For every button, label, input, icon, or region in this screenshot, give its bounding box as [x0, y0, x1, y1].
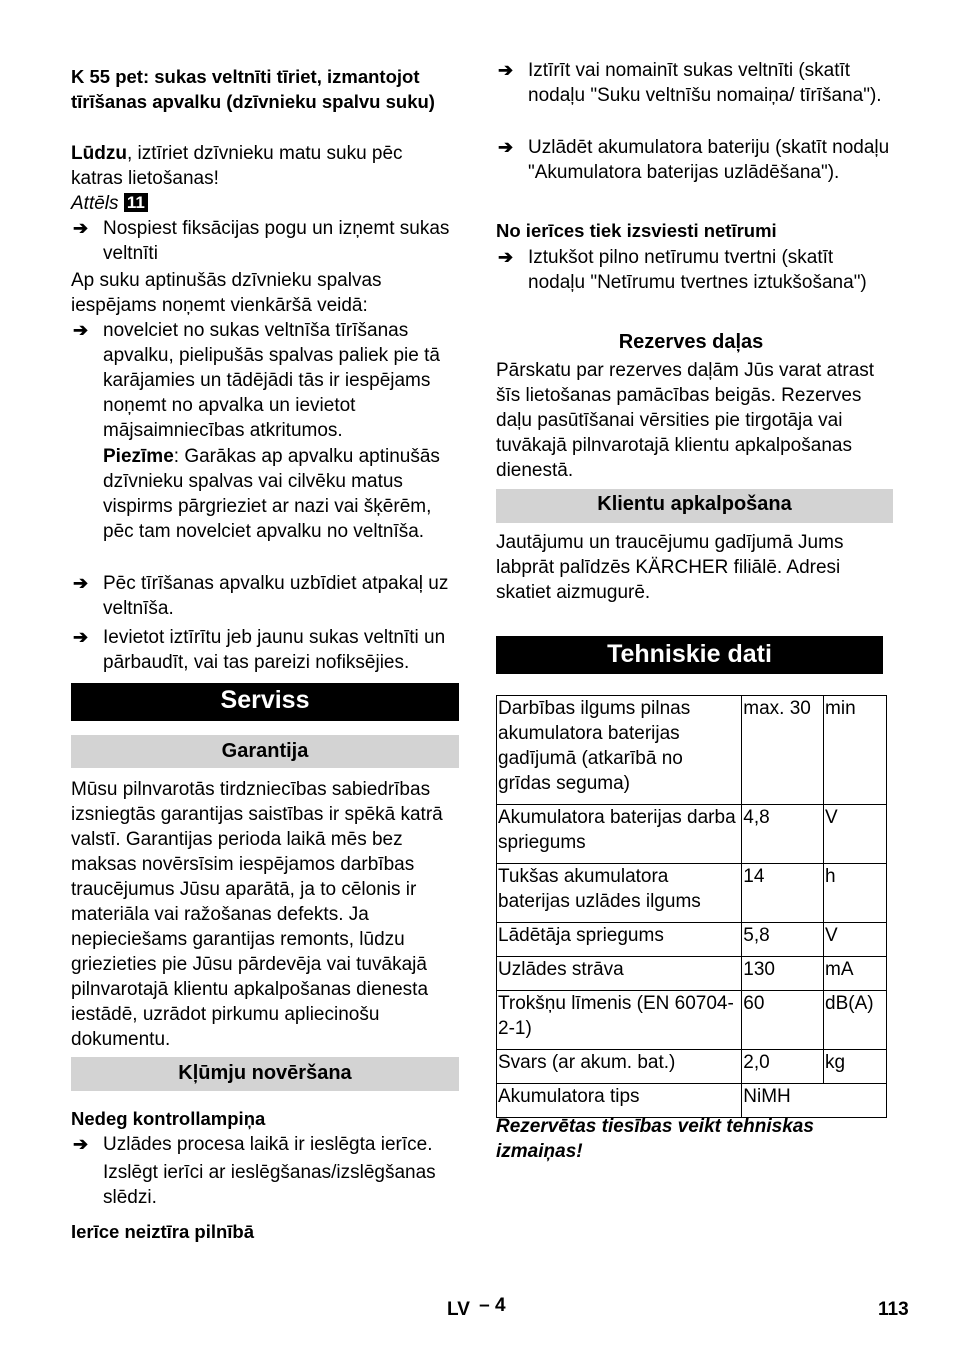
table-cell-unit: kg [824, 1050, 887, 1084]
table-row [497, 923, 887, 957]
table-cell-unit: h [824, 864, 887, 923]
table-cell-unit: mA [824, 957, 887, 991]
table-cell-value: 4,8 [742, 805, 824, 864]
table-row [497, 991, 887, 1050]
list-item-text: Iztīrīt vai nomainīt sukas veltnīti (skatīt nodaļu "Suku veltnīšu nomaiņa/ tīrīšana"). [528, 60, 882, 106]
paragraph-pet-hair: Ap suku aptinušās dzīvnieku spalvas iespējams noņemt vienkāršā veidā: [71, 270, 382, 316]
list-item-text: Uzlādēt akumulatora bateriju (skatīt nodaļu "Akumulatora baterijas uzlādēšana"). [528, 137, 890, 183]
table-cell-value: 2,0 [742, 1050, 824, 1084]
list-item [496, 58, 893, 108]
please-bold: Lūdzu [71, 143, 127, 164]
subsection-title-troubleshooting: Kļūmju novēršana [71, 1057, 459, 1091]
figure-reference [71, 191, 148, 216]
list-item-text: Ievietot iztīrītu jeb jaunu sukas veltnīti un pārbaudīt, vai tas pareizi nofiksējies. [103, 627, 446, 673]
arrow-right-icon: ➔ [73, 320, 89, 340]
table-cell-unit: min [824, 696, 887, 805]
technical-data-table [496, 695, 887, 1118]
table-cell-label: Svars (ar akum. bat.) [497, 1050, 742, 1084]
section-title-technical-data: Tehniskie dati [496, 636, 883, 674]
arrow-right-icon: ➔ [73, 218, 89, 238]
arrow-right-icon: ➔ [498, 60, 514, 80]
list-item [71, 318, 459, 443]
list-item-text: novelciet no sukas veltnīša tīrīšanas apvalku, pielipušās spalvas paliek pie tā karājamies un tādējādi tās ir iespējams noņemt no apvalka un ievietot mājsaimniecības atkritumos. [103, 320, 440, 441]
table-row [497, 805, 887, 864]
list-item-text: Iztukšot pilno netīrumu tvertni (skatīt nodaļu "Netīrumu tvertnes iztukšošana") [528, 247, 867, 293]
note-paragraph [103, 444, 459, 544]
footer-subpage: 4 [495, 1295, 506, 1316]
footer-language: LV [447, 1299, 470, 1320]
list-item [496, 245, 893, 295]
spare-parts-paragraph: Pārskatu par rezerves daļām Jūs varat atrast šīs lietošanas pamācības beigās. Rezerves daļu pasūtīšanai vērsities pie tirgotāja vai tuvākajā pilnvarotajā klientu apkalpošanas dienestā. [496, 360, 875, 481]
arrow-right-icon: ➔ [73, 1134, 89, 1154]
list-item [71, 1132, 459, 1157]
list-item-text: Nospiest fiksācijas pogu un izņemt sukas veltnīti [103, 218, 450, 264]
note-bold: Piezīme [103, 446, 174, 467]
table-row [497, 957, 887, 991]
reserved-rights-note: Rezervētas tiesības veikt tehniskas izmaiņas! [496, 1116, 814, 1162]
section-title-serviss: Serviss [71, 683, 459, 721]
please-paragraph [71, 141, 459, 191]
table-cell-unit: V [824, 923, 887, 957]
table-cell-label: Uzlādes strāva [497, 957, 742, 991]
table-cell-value: 60 [742, 991, 824, 1050]
section-heading-pet-brush: K 55 pet: sukas veltnīti tīriet, izmantojot tīrīšanas apvalku (dzīvnieku spalvu suku) [71, 66, 435, 112]
table-cell-value: max. 30 [742, 696, 824, 805]
table-cell-label: Lādētāja spriegums [497, 923, 742, 957]
list-item [71, 216, 459, 266]
table-row [497, 1084, 887, 1118]
table-cell-value: 130 [742, 957, 824, 991]
table-cell-label: Akumulatora tips [497, 1084, 742, 1118]
trouble-heading-indicator: Nedeg kontrollampiņa [71, 1108, 266, 1129]
table-cell-value: 14 [742, 864, 824, 923]
page-number: 113 [878, 1299, 909, 1320]
trouble-heading-not-cleaning: Ierīce neiztīra pilnībā [71, 1221, 255, 1242]
please-text: , iztīriet dzīvnieku matu suku pēc katras lietošanas! [71, 143, 403, 189]
page-footer-label [447, 1297, 506, 1322]
table-cell-label: Tukšas akumulatora baterijas uzlādes ilgums [497, 864, 742, 923]
footer-dash: – [479, 1295, 490, 1316]
list-item [496, 135, 893, 185]
list-item [71, 571, 459, 621]
table-cell-unit: V [824, 805, 887, 864]
table-row [497, 696, 887, 805]
table-cell-label: Akumulatora baterijas darba spriegums [497, 805, 742, 864]
list-item-text: Pēc tīrīšanas apvalku uzbīdiet atpakaļ uz veltnīša. [103, 573, 449, 619]
subsection-title-spare-parts: Rezerves daļas [618, 331, 764, 353]
table-row [497, 1050, 887, 1084]
table-row [497, 864, 887, 923]
subsection-title-garantija: Garantija [71, 735, 459, 768]
table-cell-unit: dB(A) [824, 991, 887, 1050]
customer-service-paragraph: Jautājumu un traucējumu gadījumā Jums labprāt palīdzēs KÄRCHER filiālē. Adresi skatiet aizmugurē. [496, 532, 844, 603]
table-cell-label: Darbības ilgums pilnas akumulatora baterijas gadījumā (atkarībā no grīdas seguma) [497, 696, 742, 805]
note-text: : Garākas ap apvalku aptinušās dzīvnieku spalvas vai cilvēku matus vispirms pārgrieziet ar nazi vai šķērēm, pēc tam novelciet apvalku no veltnīša. [103, 446, 440, 542]
table-cell-value: 5,8 [742, 923, 824, 957]
figure-number-badge: 11 [124, 193, 148, 212]
trouble-heading-dirt-ejected: No ierīces tiek izsviesti netīrumi [496, 220, 777, 241]
list-item-text: Uzlādes procesa laikā ir ieslēgta ierīce. [103, 1134, 433, 1155]
garantija-paragraph: Mūsu pilnvarotās tirdzniecības sabiedrības izsniegtās garantijas saistības ir spēkā katrā valstī. Garantijas perioda laikā mēs bez maksas novērsīsim iespējamos darbības traucējumus Jūsu aparātā, ja to cēlonis ir materiāla vai ražošanas defekts. Ja nepieciešams garantijas remonts, lūdzu griezieties pie Jūsu pārdevēja vai tuvākajā pilnvarotajā klientu apkalpošanas dienesta iestādē, uzrādot pirkumu apliecinošu dokumentu. [71, 779, 443, 1050]
arrow-right-icon: ➔ [498, 247, 514, 267]
figure-label: Attēls [71, 193, 119, 214]
list-item-continuation: Izslēgt ierīci ar ieslēgšanas/izslēgšanas slēdzi. [103, 1162, 436, 1208]
arrow-right-icon: ➔ [73, 573, 89, 593]
list-item [71, 625, 459, 675]
arrow-right-icon: ➔ [73, 627, 89, 647]
table-cell-label: Trokšņu līmenis (EN 60704-2-1) [497, 991, 742, 1050]
subsection-title-customer-service: Klientu apkalpošana [496, 489, 893, 523]
arrow-right-icon: ➔ [498, 137, 514, 157]
table-cell-value: NiMH [742, 1084, 887, 1118]
